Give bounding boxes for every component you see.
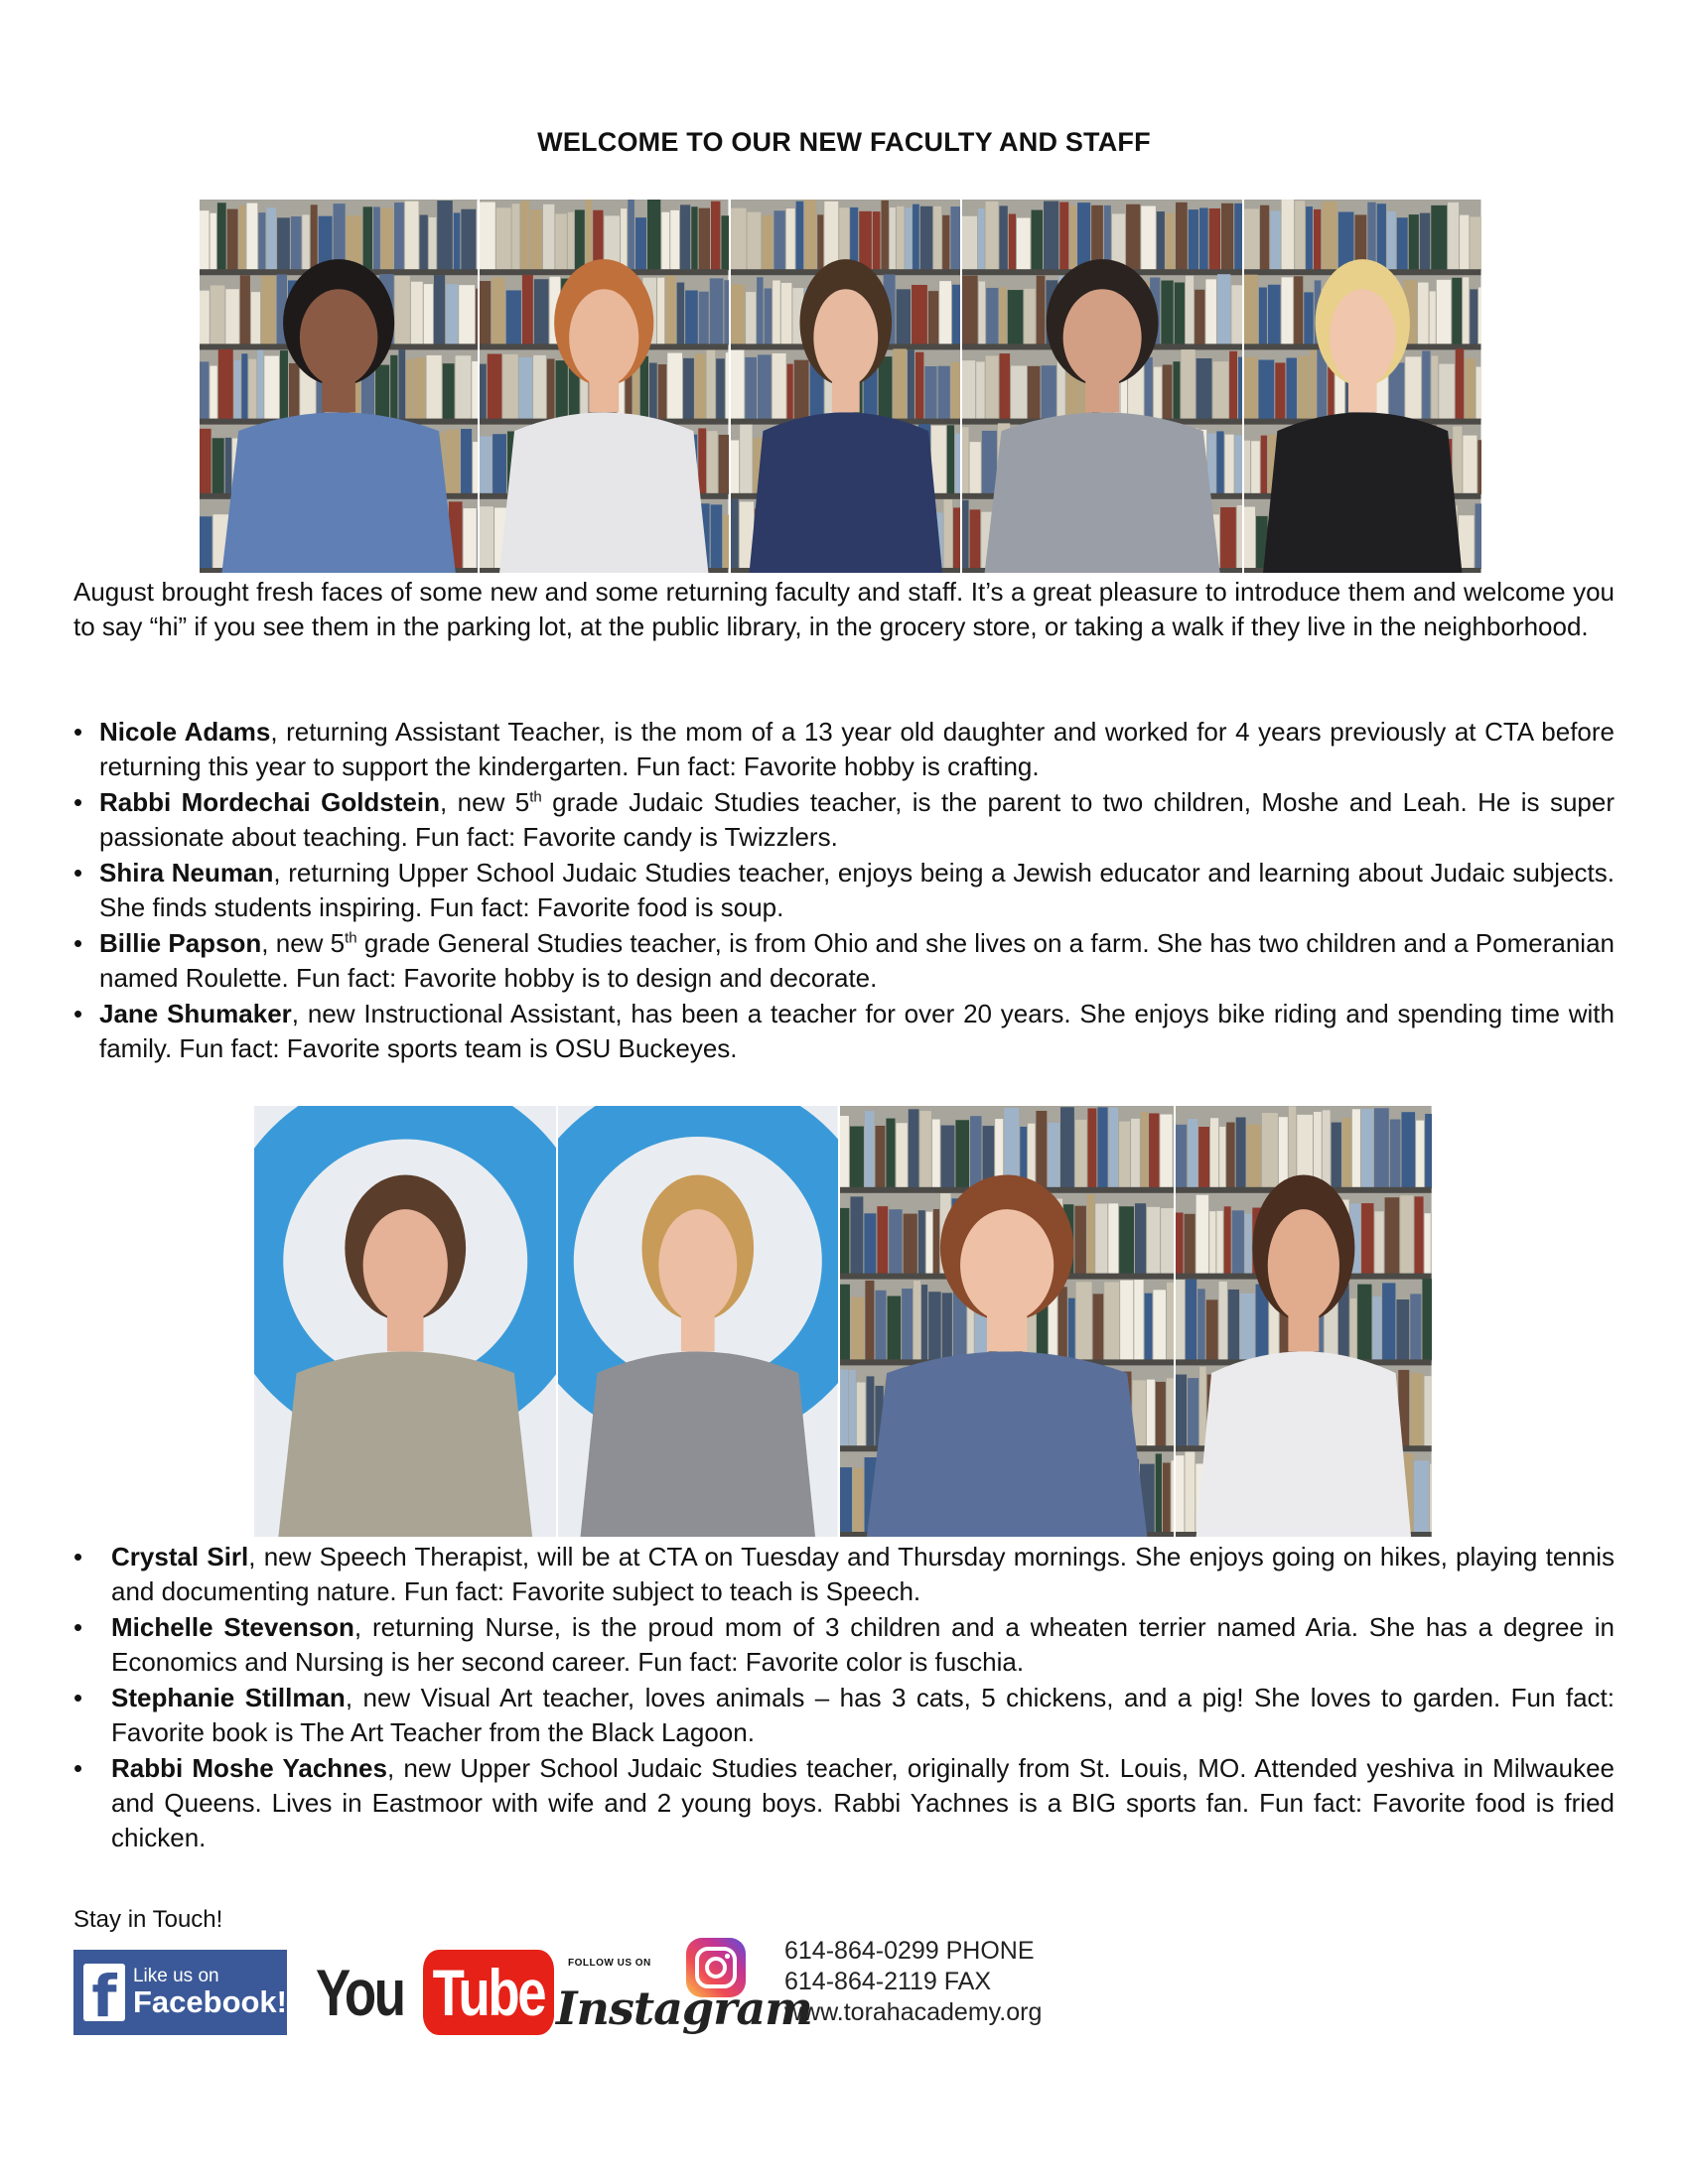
staff-photo: [962, 200, 1244, 573]
fax-number: 614-864-2119 FAX: [784, 1968, 992, 1995]
facebook-line2: Facebook!: [132, 1983, 287, 2019]
staff-name: Rabbi Mordechai Goldstein: [99, 787, 440, 817]
staff-photo: [1176, 1106, 1432, 1537]
instagram-wordmark[interactable]: Instagram: [556, 1981, 812, 2035]
bio-item: • Michelle Stevenson, returning Nurse, is the proud mom of 3 children and a wheaten terrier named Aria. She has a degree in Economics and Nursing is her second career. Fun fact: Favorite color is fuschia.: [73, 1610, 1615, 1680]
staff-name: Stephanie Stillman: [111, 1683, 346, 1712]
staff-photo: [558, 1106, 840, 1537]
staff-name: Billie Papson: [99, 928, 262, 958]
bio-item: • Shira Neuman, returning Upper School Judaic Studies teacher, enjoys being a Jewish educator and learning about Judaic subjects. She finds students inspiring. Fun fact: Favorite food is soup.: [73, 856, 1615, 925]
facebook-link[interactable]: [73, 1950, 287, 2035]
bio-item: • Rabbi Moshe Yachnes, new Upper School Judaic Studies teacher, originally from St. Louis, MO. Attended yeshiva in Milwaukee and Queens. Lives in Eastmoor with wife and 2 young boys. Rabbi Yachnes is a BIG sports fan. Fun fact: Favorite food is fried chicken.: [73, 1751, 1615, 1855]
staff-photo: [840, 1106, 1176, 1537]
bio-item: • Rabbi Mordechai Goldstein, new 5th grade Judaic Studies teacher, is the parent to two children, Moshe and Leah. He is super passionate about teaching. Fun fact: Favorite candy is Twizzlers.: [73, 785, 1615, 855]
staff-name: Jane Shumaker: [99, 999, 292, 1028]
staff-name: Crystal Sirl: [111, 1542, 249, 1571]
bio-list-first: [73, 715, 1615, 1067]
staff-name: Rabbi Moshe Yachnes: [111, 1753, 387, 1783]
staff-photo: [480, 200, 730, 573]
youtube-you-text: You: [316, 1956, 404, 2029]
bio-item: • Crystal Sirl, new Speech Therapist, will be at CTA on Tuesday and Thursday mornings. She enjoys going on hikes, playing tennis and documenting nature. Fun fact: Favorite subject to teach is Speech.: [73, 1540, 1615, 1609]
intro-paragraph: August brought fresh faces of some new and some returning faculty and staff. It’s a great pleasure to introduce them and welcome you to say “hi” if you see them in the parking lot, at the public library, in the grocery store, or taking a walk if they live in the neighborhood.: [73, 577, 1615, 641]
staff-photo: [1244, 200, 1481, 573]
bio-item: • Stephanie Stillman, new Visual Art teacher, loves animals – has 3 cats, 5 chickens, and a pig! She loves to garden. Fun fact: Favorite book is The Art Teacher from the Black Lagoon.: [73, 1681, 1615, 1750]
staff-photo: [254, 1106, 558, 1537]
bio-list-second: [73, 1540, 1615, 1856]
bio-item: • Jane Shumaker, new Instructional Assistant, has been a teacher for over 20 years. She enjoys bike riding and spending time with family. Fun fact: Favorite sports team is OSU Buckeyes.: [73, 997, 1615, 1066]
staff-photo: [731, 200, 963, 573]
youtube-tube-text: Tube: [423, 1950, 554, 2035]
contact-info: [784, 1936, 1042, 2028]
phone-number: 614-864-0299 PHONE: [784, 1937, 1035, 1965]
facebook-line1: Like us on: [132, 1965, 219, 1986]
bio-item: • Nicole Adams, returning Assistant Teacher, is the mom of a 13 year old daughter and worked for 4 years previously at CTA before returning this year to support the kindergarten. Fun fact: Favorite hobby is crafting.: [73, 715, 1615, 784]
website-link[interactable]: www.torahacademy.org: [784, 1998, 1043, 2026]
staff-name: Nicole Adams: [99, 717, 271, 747]
staff-name: Michelle Stevenson: [111, 1612, 354, 1642]
faculty-photo-strip-bottom: [254, 1106, 1432, 1537]
facebook-icon: f: [83, 1964, 125, 2021]
staff-photo: [200, 200, 480, 573]
bio-item: • Billie Papson, new 5th grade General Studies teacher, is from Ohio and she lives on a farm. She has two children and a Pomeranian named Roulette. Fun fact: Favorite hobby is to design and decorate.: [73, 926, 1615, 996]
youtube-link[interactable]: [316, 1946, 587, 2039]
stay-in-touch-label: Stay in Touch!: [73, 1906, 223, 1933]
faculty-photo-strip-top: [200, 200, 1481, 573]
instagram-follow-label: FOLLOW US ON: [568, 1958, 651, 1969]
page-title: WELCOME TO OUR NEW FACULTY AND STAFF: [537, 127, 1151, 157]
staff-name: Shira Neuman: [99, 858, 274, 887]
